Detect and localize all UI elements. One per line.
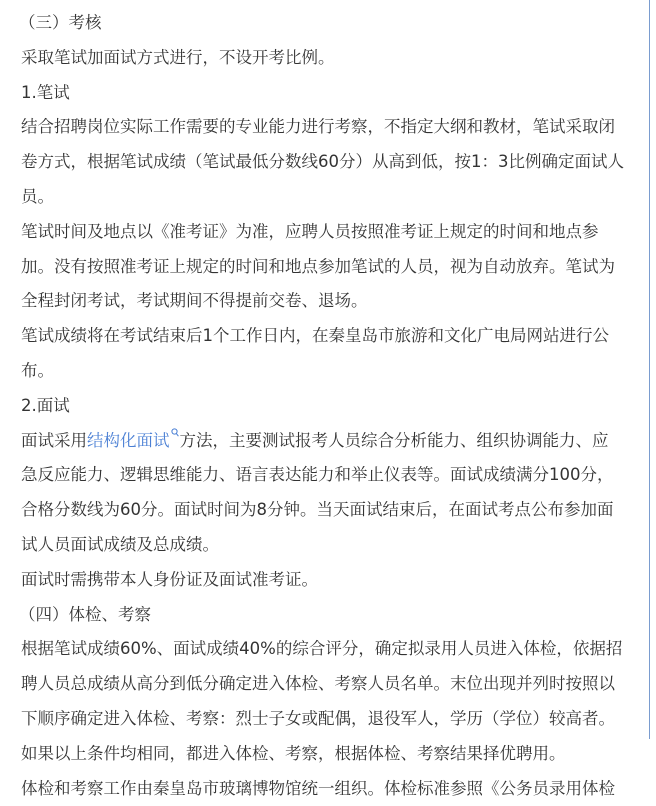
physical-para1-line1: 根据笔试成绩60%、面试成绩40%的综合评分，确定拟录用人员进入体检，依据招 [21, 639, 623, 659]
physical-para2-line1: 体检和考察工作由秦皇岛市玻璃博物馆统一组织。体检标准参照《公务员录用体检 [21, 778, 615, 798]
written-para2-line2: 加。没有按照准考证上规定的时间和地点参加笔试的人员，视为自动放弃。笔试为 [21, 256, 615, 276]
interview-para1-line4: 试人员面试成绩及总成绩。 [21, 534, 219, 554]
written-test-title: 1.笔试 [21, 82, 70, 102]
interview-para1-prefix: 面试采用 [21, 430, 87, 450]
section-heading-physical: （四）体检、考察 [19, 604, 151, 624]
physical-para1-line2: 聘人员总成绩从高分到低分确定进入体检、考察人员名单。末位出现并列时按照以 [21, 674, 615, 694]
interview-title: 2.面试 [21, 395, 70, 415]
interview-para2: 面试时需携带本人身份证及面试准考证。 [21, 569, 318, 589]
physical-para1-line3: 下顺序确定进入体检、考察：烈士子女或配偶，退役军人，学历（学位）较高者。 [21, 708, 615, 728]
article-body [21, 6, 646, 806]
written-para1-line3: 员。 [21, 186, 54, 206]
written-para3-line1: 笔试成绩将在考试结束后1个工作日内，在秦皇岛市旅游和文化广电局网站进行公 [21, 326, 609, 346]
search-icon[interactable] [171, 428, 179, 438]
interview-para1-line1 [21, 424, 646, 459]
written-para2-line3: 全程封闭考试，考试期间不得提前交卷、退场。 [21, 291, 368, 311]
written-para1-line2: 卷方式，根据笔试成绩（笔试最低分数线60分）从高到低，按1：3比例确定面试人 [21, 152, 624, 172]
interview-para1-line3: 合格分数线为60分。面试时间为8分钟。当天面试结束后，在面试考点公布参加面 [21, 500, 614, 520]
written-para2-line1: 笔试时间及地点以《准考证》为准，应聘人员按照准考证上规定的时间和地点参 [21, 221, 599, 241]
written-para1-line1: 结合招聘岗位实际工作需要的专业能力进行考察，不指定大纲和教材，笔试采取闭 [21, 117, 615, 137]
structured-interview-link[interactable]: 结构化面试 [87, 430, 170, 450]
physical-para1-line4: 如果以上条件均相同，都进入体检、考察，根据体检、考察结果择优聘用。 [21, 743, 566, 763]
content-right-border [649, 0, 650, 739]
interview-para1-suffix: 方法，主要测试报考人员综合分析能力、组织协调能力、应 [179, 430, 609, 450]
interview-para1-line2: 急反应能力、逻辑思维能力、语言表达能力和举止仪表等。面试成绩满分100分， [21, 465, 614, 485]
section-heading-exam: （三）考核 [19, 13, 102, 32]
written-para3-line2: 布。 [21, 360, 54, 380]
exam-intro-text: 采取笔试加面试方式进行，不设开考比例。 [21, 47, 335, 67]
